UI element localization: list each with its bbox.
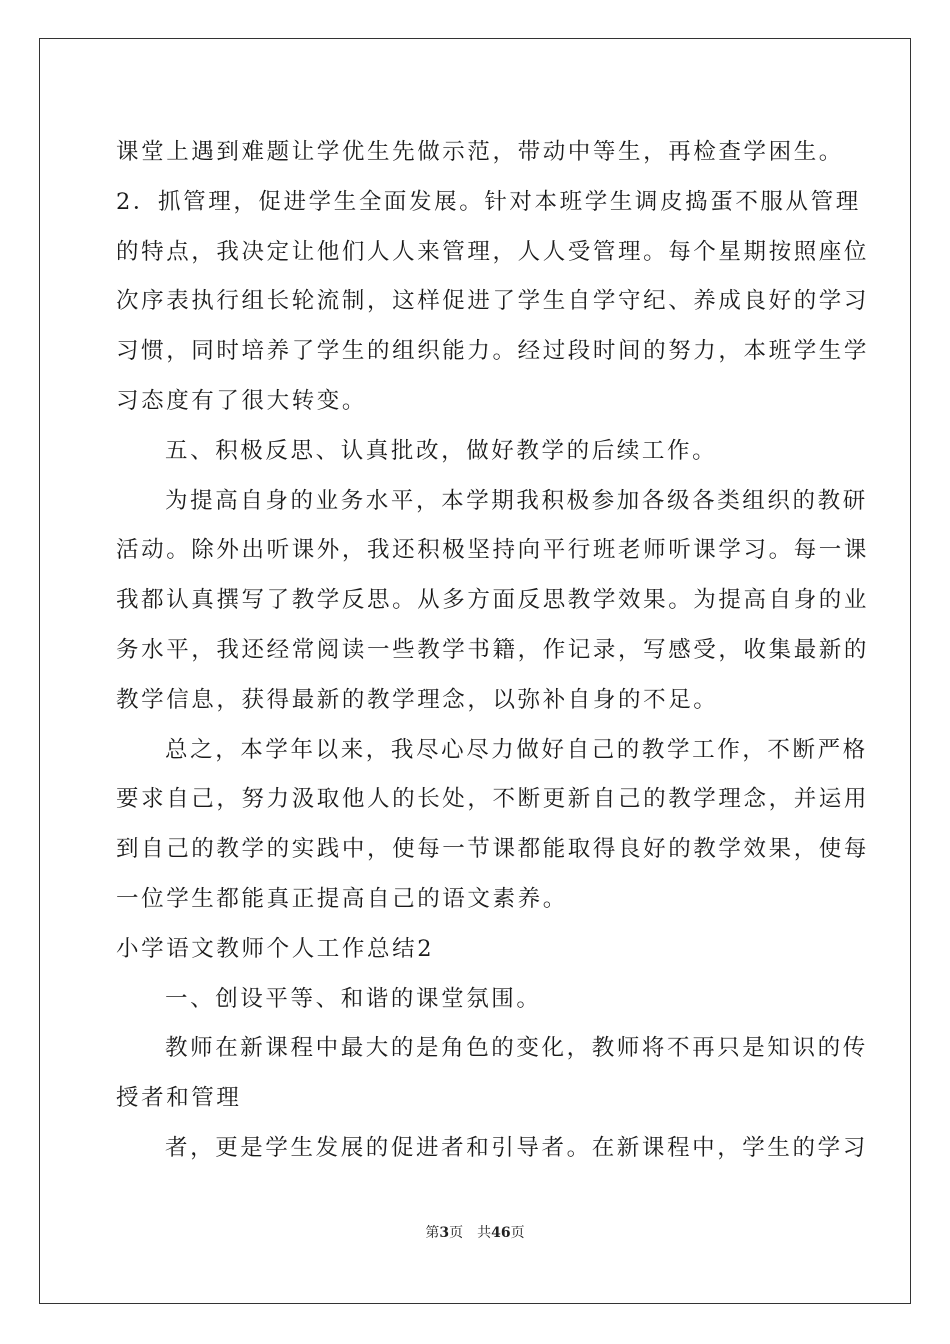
text-line: 教学信息，获得最新的教学理念，以弥补自身的不足。 [116,686,719,713]
text-line: 我都认真撰写了教学反思。从多方面反思教学效果。为提高自身的业 [116,587,870,614]
page-suffix: 页 [449,1225,464,1241]
text-line: 习惯，同时培养了学生的组织能力。经过段时间的努力，本班学生学 [116,338,870,365]
text-line: 活动。除外出听课外，我还积极坚持向平行班老师听课学习。每一课 [116,537,870,564]
page-number: 3 [439,1225,450,1241]
section-heading: 一、创设平等、和谐的课堂氛围。 [165,985,542,1012]
article-title: 小学语文教师个人工作总结2 [116,935,435,962]
text-line: 总之，本学年以来，我尽心尽力做好自己的教学工作，不断严格 [165,736,868,763]
total-prefix: 共 [477,1225,492,1241]
text-line: 要求自己，努力汲取他人的长处，不断更新自己的教学理念，并运用 [116,786,870,813]
text-line: 课堂上遇到难题让学优生先做示范，带动中等生，再检查学困生。 [116,139,844,165]
text-line: 一位学生都能真正提高自己的语文素养。 [116,885,568,912]
text-line: 到自己的教学的实践中，使每一节课都能取得良好的教学效果，使每 [116,836,870,863]
text-line: 授者和管理 [116,1085,242,1112]
section-heading: 五、积极反思、认真批改，做好教学的后续工作。 [165,437,718,464]
text-line: 2．抓管理，促进学生全面发展。针对本班学生调皮捣蛋不服从管理 [116,188,861,215]
page-footer [0,1222,950,1242]
text-line: 为提高自身的业务水平，本学期我积极参加各级各类组织的教研 [165,487,868,514]
total-suffix: 页 [510,1225,525,1241]
text-line: 务水平，我还经常阅读一些教学书籍，作记录，写感受，收集最新的 [116,636,870,663]
text-line: 次序表执行组长轮流制，这样促进了学生自学守纪、养成良好的学习 [116,288,870,315]
total-pages: 46 [491,1225,511,1241]
document-body [116,128,870,1174]
page-prefix: 第 [425,1225,440,1241]
text-line: 习态度有了很大转变。 [116,387,368,414]
text-line: 教师在新课程中最大的是角色的变化，教师将不再只是知识的传 [165,1035,868,1062]
text-line: 的特点，我决定让他们人人来管理，人人受管理。每个星期按照座位 [116,238,870,265]
text-line: 者，更是学生发展的促进者和引导者。在新课程中，学生的学习 [165,1134,868,1161]
